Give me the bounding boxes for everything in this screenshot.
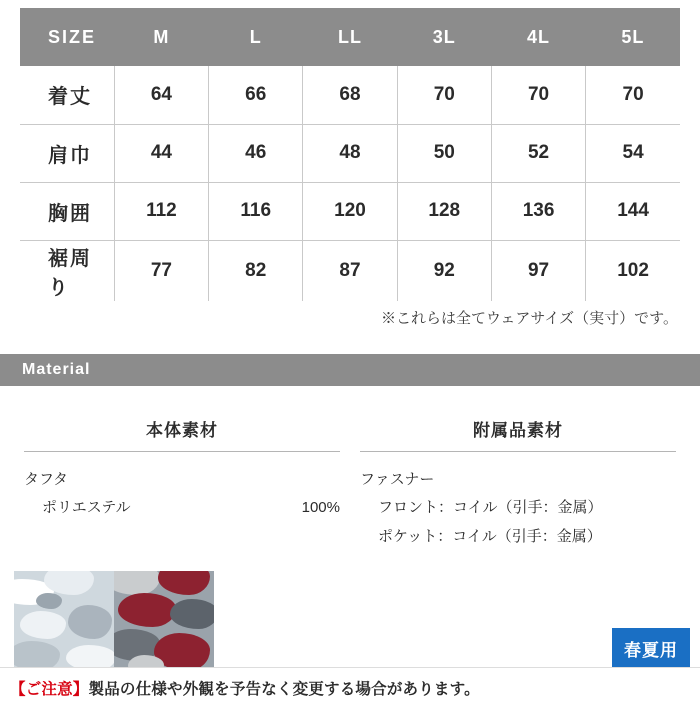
column-header-4l: 4L [491,8,585,66]
cell-shoulder-ll: 48 [303,124,397,182]
cell-length-5l: 70 [586,66,680,124]
size-table [20,8,680,301]
material-row [360,494,676,523]
swatch-half-red [114,571,214,671]
cell-length-l: 66 [209,66,303,124]
cell-shoulder-l: 46 [209,124,303,182]
cell-length-3l: 70 [397,66,491,124]
camo-blob [114,571,160,595]
row-label-shoulder: 肩巾 [20,124,114,182]
material-row [24,494,340,523]
swatch-half-gray [14,571,114,671]
material-columns [0,416,700,552]
material-row [24,466,340,495]
cell-length-m: 64 [114,66,208,124]
row-label-length: 着丈 [20,66,114,124]
camo-fabric-swatch-image [14,571,214,671]
caution-text: 製品の仕様や外観を予告なく変更する場合があります。 [88,681,480,698]
material-label-polyester: ポリエステル [42,499,131,516]
table-row [20,66,680,124]
season-badge: 春夏用 [612,628,690,670]
column-header-l: L [209,8,303,66]
cell-length-4l: 70 [491,66,585,124]
cell-chest-4l: 136 [491,182,585,240]
caution-prefix: 【ご注意】 [10,681,89,698]
accessories-list [360,452,676,552]
material-column-body [14,416,350,552]
material-label-zipper: ファスナー [360,470,435,488]
material-label-taffeta: タフタ [24,470,68,488]
material-row [360,466,676,495]
cell-chest-3l: 128 [397,182,491,240]
table-header-row [20,8,680,66]
size-table-head [20,8,680,66]
material-section-title: Material [0,354,700,386]
camo-blob [20,611,66,639]
table-row [20,182,680,240]
row-label-chest: 胸囲 [20,182,114,240]
cell-shoulder-m: 44 [114,124,208,182]
material-value-polyester: 100% [301,499,340,516]
camo-blob [68,605,112,639]
cell-hem-4l: 97 [491,240,585,301]
caution-note [0,667,700,708]
material-heading-accessories: 附属品素材 [360,416,676,452]
cell-hem-ll: 87 [303,240,397,301]
cell-hem-l: 82 [209,240,303,301]
cell-chest-5l: 144 [586,182,680,240]
camo-blob [170,599,214,629]
cell-hem-m: 77 [114,240,208,301]
table-row [20,240,680,301]
cell-chest-l: 116 [209,182,303,240]
camo-blob [36,593,62,609]
cell-length-ll: 68 [303,66,397,124]
column-header-size: SIZE [20,8,114,66]
camo-blob [158,571,210,595]
cell-chest-m: 112 [114,182,208,240]
row-label-hem: 裾周り [20,240,114,301]
column-header-m: M [114,8,208,66]
cell-shoulder-3l: 50 [397,124,491,182]
cell-shoulder-4l: 52 [491,124,585,182]
material-body-list [24,452,340,523]
column-header-5l: 5L [586,8,680,66]
material-label-front-zipper: フロント：コイル（引手：金属） [378,499,603,516]
material-heading-body: 本体素材 [24,416,340,452]
cell-shoulder-5l: 54 [586,124,680,182]
table-row [20,124,680,182]
size-table-body [20,66,680,301]
cell-chest-ll: 120 [303,182,397,240]
camo-blob [118,593,176,627]
size-note: ※これらは全てウェアサイズ（実寸）です。 [380,309,678,327]
column-header-3l: 3L [397,8,491,66]
material-column-accessories [350,416,686,552]
column-header-ll: LL [303,8,397,66]
cell-hem-3l: 92 [397,240,491,301]
material-label-pocket-zipper: ポケット：コイル（引手：金属） [378,527,602,545]
cell-hem-5l: 102 [617,259,649,281]
material-row [360,523,676,552]
